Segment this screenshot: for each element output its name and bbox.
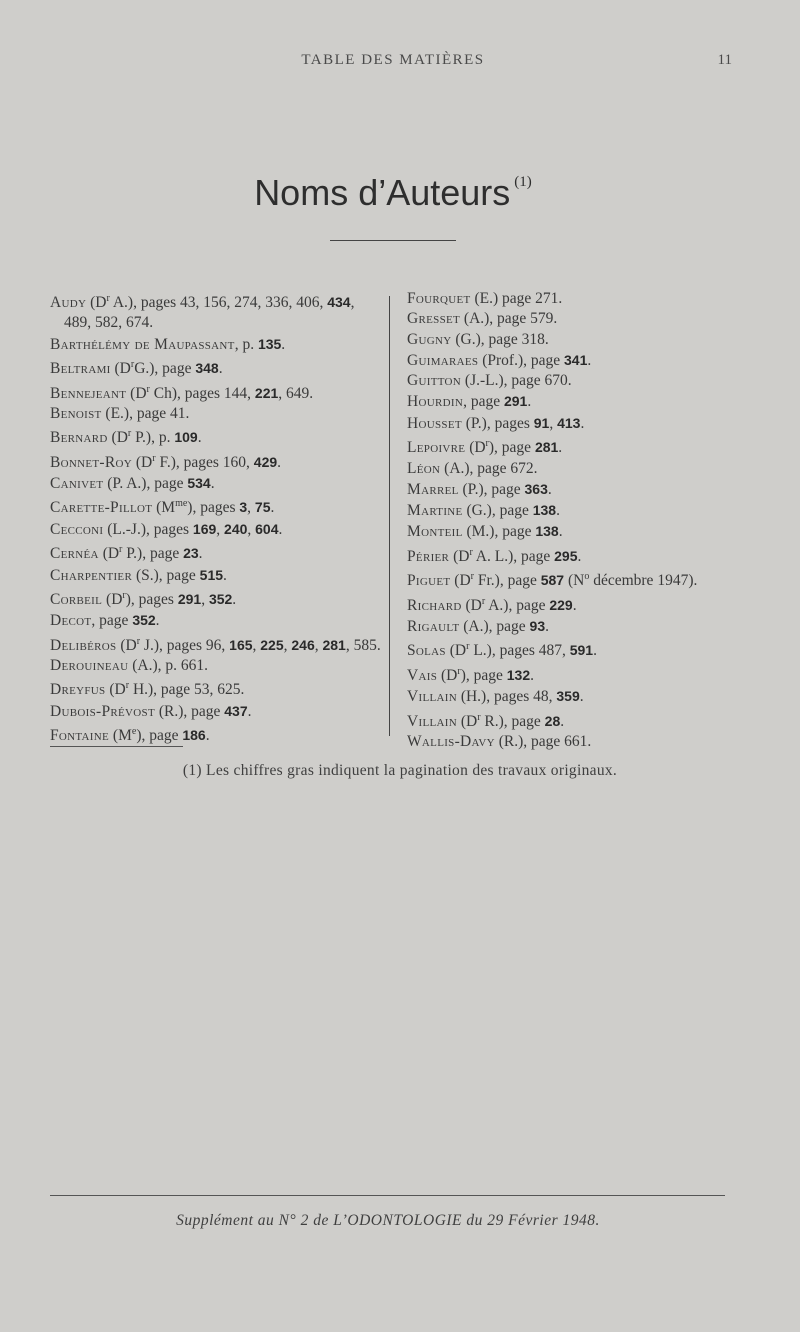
entry-text: r (469, 546, 473, 558)
original-page-number: 225 (260, 636, 284, 653)
index-entry (50, 404, 385, 424)
index-entry (407, 413, 750, 434)
entry-text: (S.), page (132, 566, 200, 584)
entry-text: (E.), page 41. (101, 404, 190, 422)
entry-text: . (545, 618, 549, 636)
entry-text: ), page (136, 727, 183, 745)
entry-text: r (152, 452, 156, 464)
entry-text: , (549, 414, 558, 432)
author-name: Bonnet-Roy (50, 453, 132, 471)
entry-text: (L.-J.), pages (103, 520, 193, 538)
author-name: Derouineau (50, 657, 129, 675)
entry-text: R.), page (480, 712, 545, 730)
entry-text: A.), pages 43, 156, 274, 336, 406, (109, 294, 328, 312)
entry-text: r (457, 665, 461, 677)
entry-text: r (119, 544, 123, 556)
entry-text: F.), pages 160, (155, 453, 254, 471)
entry-text: r (146, 383, 150, 395)
original-page-number: 221 (254, 384, 279, 401)
author-name: Delibéros (50, 636, 117, 654)
author-name: Villain (407, 712, 457, 730)
original-page-number: 352 (208, 591, 233, 608)
author-name: Lepoivre (407, 439, 466, 457)
index-entry (407, 686, 750, 707)
author-name: Beltrami (50, 360, 111, 378)
author-name: Cernéa (50, 545, 99, 563)
original-page-number: 291 (177, 591, 202, 608)
entry-text: (D (461, 596, 482, 614)
entry-text: . (218, 360, 223, 378)
index-entry (407, 391, 750, 412)
original-page-number: 138 (535, 523, 559, 540)
entry-text: . (547, 480, 552, 498)
index-entry (50, 449, 385, 473)
entry-text: (R.), page (154, 702, 225, 720)
author-name: Rigault (407, 618, 460, 636)
entry-text: (D (105, 681, 126, 699)
entry-text: , p. (234, 335, 258, 353)
entry-text: , 489, 582, 674. (64, 294, 355, 332)
entry-text: H.), page 53, 625. (129, 681, 245, 699)
author-name: Monteil (407, 523, 463, 541)
entry-text: (A.), page 672. (440, 459, 538, 477)
author-name: Cecconi (50, 520, 104, 538)
footnote-mark: (1) (514, 174, 532, 190)
original-page-number: 587 (540, 572, 565, 589)
author-name: Charpentier (50, 566, 133, 584)
author-name: Martine (407, 502, 463, 520)
author-name: Housset (407, 414, 462, 432)
author-name: Piguet (407, 572, 451, 590)
entry-text: . (205, 727, 210, 745)
entry-text: . (579, 688, 584, 706)
original-page-number: 437 (224, 702, 248, 719)
entry-text: . (223, 566, 227, 584)
author-name: Corbeil (50, 591, 103, 609)
entry-text: (A.), page 579. (460, 310, 558, 328)
entry-text: . (560, 712, 565, 730)
author-name: Audy (50, 294, 87, 312)
original-page-number: 363 (524, 480, 548, 497)
author-name: Carette-Pillot (50, 499, 153, 517)
index-entry (407, 567, 750, 591)
index-entry (50, 519, 385, 540)
index-entry (50, 632, 385, 656)
index-entry (407, 350, 750, 371)
footnote: (1) Les chiffres gras indiquent la pagination des travaux originaux. (182, 762, 618, 779)
original-page-number: 135 (257, 335, 282, 352)
original-page-number: 281 (322, 636, 346, 653)
original-page-number: 413 (557, 414, 581, 431)
entry-text: r (136, 635, 141, 647)
index-entry (407, 459, 750, 479)
entry-text: , (247, 520, 256, 538)
entry-text: (D (126, 384, 147, 402)
entry-text: . (210, 475, 215, 493)
author-name: Fourquet (407, 290, 471, 307)
entry-text: . (587, 351, 592, 369)
index-entry (50, 565, 385, 586)
author-name: Benoist (50, 404, 102, 422)
page-title-text: Noms d’Auteurs (254, 172, 511, 213)
original-page-number: 75 (254, 499, 271, 516)
index-entry (407, 371, 750, 391)
author-name: Dubois-Prévost (50, 702, 155, 720)
entry-text: r (127, 428, 132, 440)
entry-text: , page (463, 393, 504, 411)
entry-text: (M (152, 499, 176, 517)
entry-text: . (270, 499, 275, 517)
entry-text: (A.), p. 661. (128, 657, 209, 675)
entry-text: (P.), pages (461, 414, 534, 432)
index-entry (50, 586, 385, 610)
original-page-number: 93 (529, 618, 546, 635)
author-name: Hourdin (407, 393, 464, 411)
index-entry (50, 380, 385, 404)
original-page-number: 28 (544, 712, 561, 729)
entry-text: . (593, 642, 597, 660)
entry-text: (A.), page (459, 618, 530, 636)
index-entry (407, 289, 750, 309)
original-page-number: 138 (532, 502, 557, 519)
original-page-number: 91 (533, 414, 550, 431)
entry-text: (D (445, 642, 467, 660)
supplement-line: Supplément au N° 2 de L’ODONTOLOGIE du 29 Février 1948. (176, 1212, 600, 1229)
author-name: Gugny (407, 330, 452, 348)
entry-text: , (216, 520, 225, 538)
author-name: Villain (407, 688, 457, 706)
author-name: Solas (407, 642, 446, 660)
left-column (50, 289, 385, 747)
entry-text: L.), pages 487, (469, 642, 570, 660)
entry-text: . (232, 591, 237, 609)
index-entry (50, 355, 385, 379)
author-name: Bernard (50, 429, 108, 447)
entry-text: (D (86, 294, 107, 312)
entry-text: . (572, 596, 577, 614)
author-name: Fontaine (50, 727, 110, 745)
index-entry (50, 540, 385, 564)
original-page-number: 352 (132, 612, 156, 629)
entry-text: . (556, 502, 560, 520)
entry-text: r (125, 680, 130, 692)
entry-text: Fr.), page (474, 572, 541, 590)
original-page-number: 186 (182, 727, 206, 744)
entry-text: décembre 1947). (589, 572, 698, 590)
author-name: Guitton (407, 372, 462, 390)
entry-text: r (122, 589, 126, 601)
author-name: Bennejeant (50, 384, 127, 402)
index-entry (50, 610, 385, 631)
original-page-number: 515 (199, 566, 224, 583)
page-number: 11 (717, 52, 732, 68)
entry-text: , (252, 636, 261, 654)
original-page-number: 132 (506, 666, 531, 683)
entry-text: ), pages (125, 591, 178, 609)
original-page-number: 348 (195, 360, 219, 377)
entry-text: (D (456, 712, 478, 730)
entry-text: r (481, 595, 486, 607)
entry-text: . (247, 702, 252, 720)
entry-text: (D (110, 360, 131, 378)
entry-text: (G.), page 318. (451, 330, 549, 348)
author-name: Vais (407, 666, 438, 684)
running-head (0, 52, 800, 76)
original-page-number: 229 (549, 596, 573, 613)
entry-text: (P. A.), page (103, 475, 188, 493)
author-name: Barthélémy de Maupassant (50, 335, 235, 353)
entry-text: . (527, 393, 532, 411)
original-page-number: 429 (253, 453, 278, 470)
entry-text: (D (116, 636, 137, 654)
entry-text: (H.), pages 48, (456, 688, 557, 706)
entry-text: . (277, 453, 282, 471)
index-entry (407, 732, 750, 752)
entry-text: , (283, 636, 292, 654)
entry-text: . (577, 547, 582, 565)
entry-text: (D (437, 666, 458, 684)
entry-text: e (131, 726, 137, 738)
entry-text: me (175, 498, 188, 510)
running-title: TABLE DES MATIÈRES (301, 52, 485, 68)
index-entry (407, 616, 750, 637)
page-title (0, 172, 786, 214)
author-name: Richard (407, 596, 462, 614)
entry-text: (Prof.), page (478, 351, 564, 369)
author-name: Gresset (407, 310, 461, 328)
index-entry (50, 656, 385, 676)
entry-text: A. L.), page (472, 547, 555, 565)
original-page-number: 295 (554, 547, 578, 564)
original-page-number: 291 (503, 393, 528, 410)
entry-text: (J.-L.), page 670. (461, 372, 572, 390)
index-entry (407, 708, 750, 732)
index-entry (407, 434, 750, 458)
entry-text: Ch), pages 144, (149, 384, 255, 402)
index-entry (50, 289, 385, 334)
index-entry (407, 330, 750, 350)
entry-text: r (106, 293, 110, 304)
entry-text: . (281, 335, 286, 353)
author-name: Wallis-Davy (407, 733, 495, 751)
entry-text: , 649. (278, 384, 314, 402)
entry-text: , 585. (345, 636, 381, 654)
original-page-number: 591 (569, 642, 594, 659)
entry-text: r (466, 641, 470, 653)
entry-text: ), page (488, 439, 535, 457)
entry-text: (D (465, 439, 486, 457)
entry-text: (N (564, 572, 585, 590)
index-entry (50, 473, 385, 494)
entry-text: ), pages (187, 499, 240, 517)
footnote-rule (50, 746, 183, 747)
author-name: Canivet (50, 475, 104, 493)
entry-text: A.), page (485, 596, 550, 614)
original-page-number: 534 (187, 475, 211, 492)
entry-text: . (155, 612, 160, 630)
title-rule (330, 240, 456, 241)
index-entry (50, 676, 385, 700)
author-index (50, 289, 750, 751)
entry-text: . (198, 545, 203, 563)
author-name: Guimaraes (407, 351, 479, 369)
column-divider (389, 296, 390, 736)
entry-text: . (580, 414, 585, 432)
entry-text: . (278, 520, 283, 538)
original-page-number: 165 (229, 636, 253, 653)
original-page-number: 240 (224, 520, 248, 537)
index-entry (407, 637, 750, 661)
entry-text: (M (109, 727, 132, 745)
original-page-number: 434 (327, 294, 351, 311)
entry-text: (M.), page (462, 523, 536, 541)
entry-text: (D (102, 591, 123, 609)
original-page-number: 341 (564, 351, 588, 368)
entry-text: (D (450, 572, 471, 590)
index-entry (50, 494, 385, 518)
right-column (407, 289, 750, 752)
entry-text: , (247, 499, 255, 517)
entry-text: (P.), page (458, 480, 525, 498)
entry-text: r (477, 711, 481, 723)
entry-text: P.), page (122, 545, 184, 563)
entry-text: G.), page (134, 360, 196, 378)
original-page-number: 281 (534, 439, 559, 456)
entry-text: P.), p. (131, 429, 175, 447)
original-page-number: 359 (556, 688, 580, 705)
entry-text: r (485, 438, 489, 450)
entry-text: (D (132, 453, 153, 471)
author-name: Decot (50, 612, 92, 630)
author-name: Périer (407, 547, 450, 565)
entry-text: . (558, 439, 563, 457)
index-entry (50, 701, 385, 722)
entry-text: r (130, 359, 135, 371)
entry-text: (D (98, 545, 120, 563)
index-entry (407, 479, 750, 500)
original-page-number: 604 (255, 520, 279, 537)
index-entry (407, 662, 750, 686)
original-page-number: 109 (174, 429, 198, 446)
index-entry (407, 543, 750, 567)
index-entry (50, 334, 385, 355)
bottom-rule (50, 1195, 725, 1196)
index-entry (407, 309, 750, 329)
index-entry (407, 592, 750, 616)
author-name: Marrel (407, 480, 459, 498)
index-entry (407, 521, 750, 542)
entry-text: (R.), page 661. (494, 733, 592, 751)
entry-text: . (530, 666, 534, 684)
entry-text: , (314, 636, 323, 654)
original-page-number: 23 (183, 545, 199, 562)
original-page-number: 246 (291, 636, 315, 653)
entry-text: r (470, 571, 474, 583)
index-entry (50, 722, 385, 746)
original-page-number: 169 (192, 520, 217, 537)
entry-text: , (201, 591, 209, 609)
original-page-number: 3 (239, 499, 248, 516)
entry-text: J.), pages 96, (140, 636, 230, 654)
entry-text: . (197, 429, 202, 447)
entry-text: ), page (460, 666, 507, 684)
entry-text: . (558, 523, 563, 541)
author-name: Léon (407, 459, 441, 477)
index-entry (407, 500, 750, 521)
entry-text: o (584, 571, 590, 583)
author-name: Dreyfus (50, 681, 106, 699)
entry-text: (D (107, 429, 128, 447)
entry-text: (E.) page 271. (470, 290, 563, 307)
index-entry (50, 424, 385, 448)
entry-text: , page (91, 612, 133, 630)
entry-text: (D (449, 547, 470, 565)
entry-text: (G.), page (462, 502, 533, 520)
